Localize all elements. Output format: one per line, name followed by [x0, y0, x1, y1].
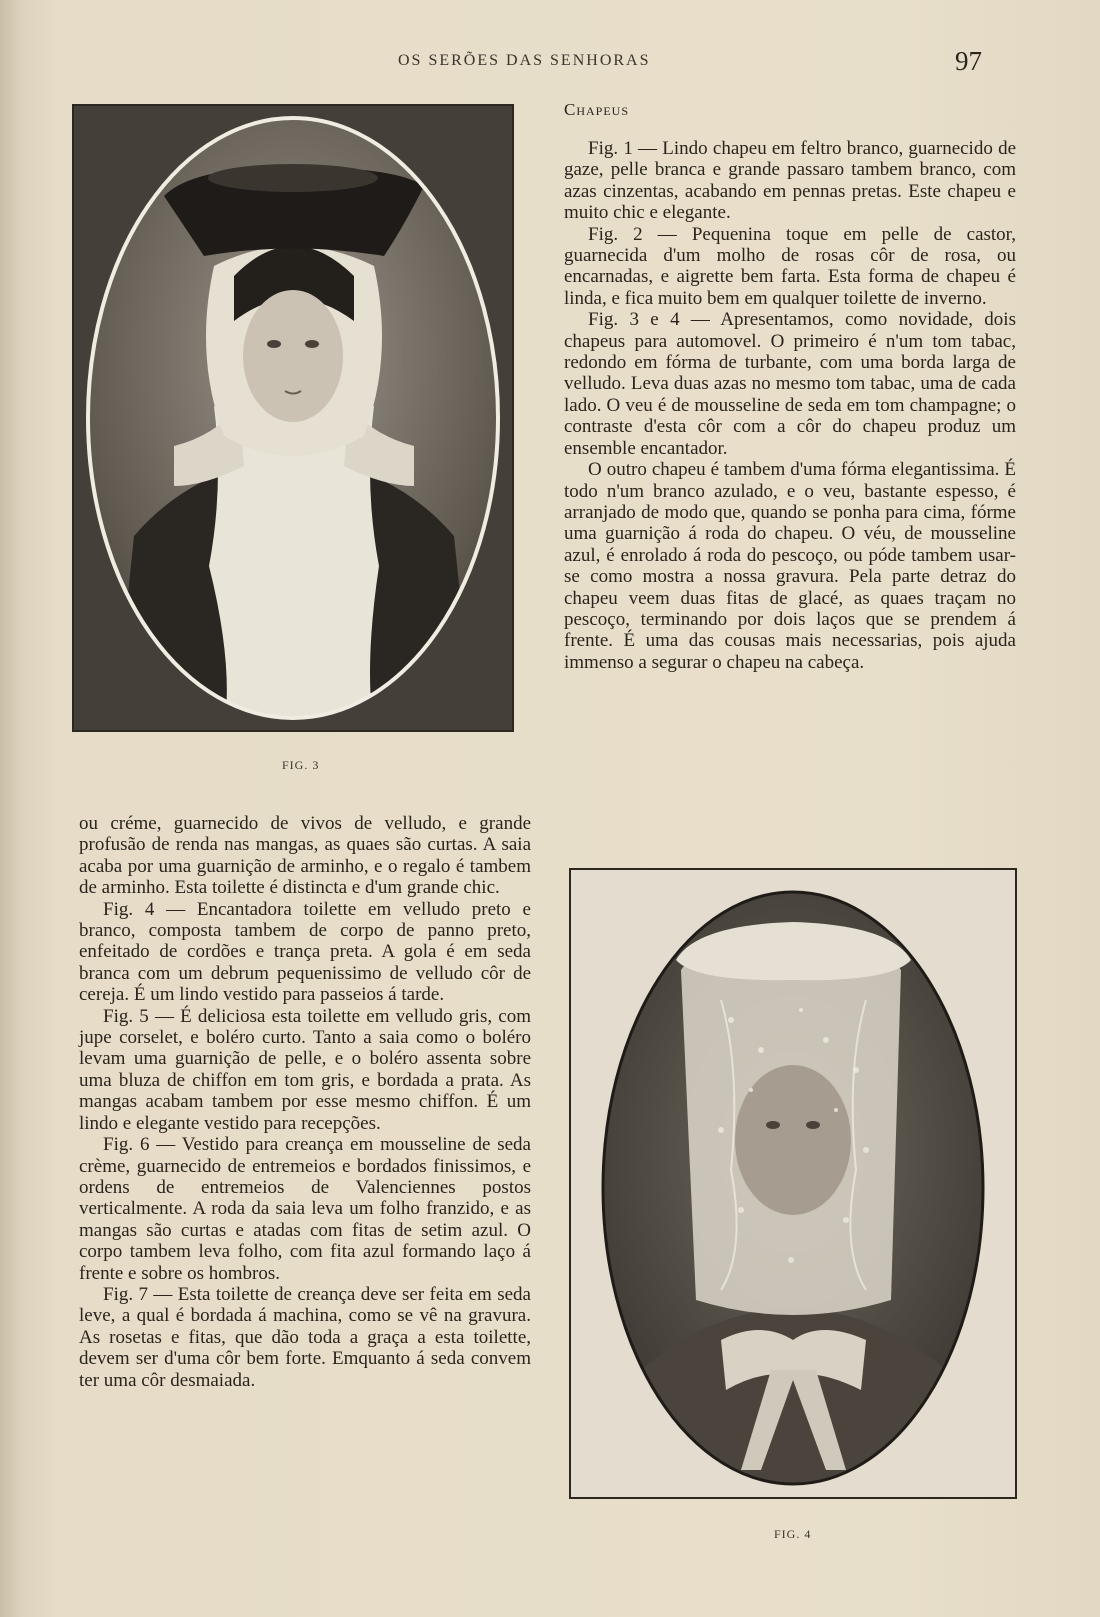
- paragraph: Fig. 1 — Lindo chapeu em feltro branco, guarnecido de gaze, pelle branca e grande passaro tambem branco, com azas cinzentas, acabando em pennas pretas. Este chapeu e muito chic e elegante.: [564, 138, 1016, 224]
- running-title: OS SERÕES DAS SENHORAS: [398, 52, 651, 69]
- paragraph: Fig. 5 — É deliciosa esta toilette em velludo gris, com jupe corselet, e boléro curto. Tanto a saia como o boléro levam uma guarnição de pelle, e o boléro assenta sobre uma bluza de chiffon em tom gris, e bordada a prata. As mangas acabam tambem por esse mesmo chiffon. É um lindo e elegante vestido para recepções.: [79, 1005, 531, 1134]
- right-column: [564, 138, 1016, 673]
- left-column: [79, 813, 531, 1391]
- paragraph: O outro chapeu é tambem d'uma fórma elegantissima. É todo n'um branco azulado, e o veu, bastante espesso, é arranjado de modo que, quando se ponha para cima, fórme uma guarnição á roda do chapeu. O véu, de mousseline azul, é enrolado á roda do pescoço, ou póde tambem usar-se como mostra a nossa gravura. Pela parte detraz do chapeu veem duas fitas de glacé, as quaes traçam no pescoço, terminando por dois laços que se prendem á frente. É uma das cousas mais necessarias, pois ajuda immenso a segurar o chapeu na cabeça.: [564, 459, 1016, 673]
- paragraph: Fig. 6 — Vestido para creança em mousseline de seda crème, guarnecido de entremeios e bordados finissimos, e ordens de entremeios de Valenciennes postos verticalmente. A roda da saia leva um folho franzido, e as mangas são curtas e atadas com fitas de setim azul. O corpo tambem leva folho, com fita azul formando laço á frente e sobre os hombros.: [79, 1134, 531, 1284]
- paragraph: Fig. 7 — Esta toilette de creança deve ser feita em seda leve, a qual é bordada á machina, como se vê na gravura. As rosetas e fitas, que dão toda a graça a esta toilette, devem ser d'uma côr bem forte. Emquanto á seda convem ter uma côr desmaiada.: [79, 1283, 531, 1391]
- paragraph: ou créme, guarnecido de vivos de velludo, e grande profusão de renda nas mangas, as quaes são curtas. A saia acaba por uma guarnição de arminho, e o regalo é tambem de arminho. Esta toilette é distincta e d'um grande chic.: [79, 813, 531, 899]
- paragraph: Fig. 4 — Encantadora toilette em velludo preto e branco, composta tambem de corpo de panno preto, enfeitado de cordões e trança preta. A gola é em seda branca com um debrum pequenissimo de velludo côr de cereja. É um lindo vestido para passeios á tarde.: [79, 898, 531, 1006]
- section-heading-chapeus: Chapeus: [564, 100, 630, 119]
- figure-3-caption: FIG. 3: [282, 758, 320, 772]
- paragraph: Fig. 2 — Pequenina toque em pelle de castor, guarnecida d'um molho de rosas côr de rosa, ou encarnadas, e aigrette bem farta. Esta forma de chapeu é linda, e fica muito bem em qualquer toilette de inverno.: [564, 223, 1016, 309]
- figure-4-illustration: [571, 870, 1015, 1497]
- paragraph: Fig. 3 e 4 — Apresentamos, como novidade, dois chapeus para automovel. O primeiro é n'um tom tabac, redondo em fórma de turbante, com uma borda larga de velludo. Leva duas azas no mesmo tom tabac, uma de cada lado. O veu é de mousseline de seda em tom champagne; o contraste d'esta côr com a côr do chapeu produz um ensemble encantador.: [564, 309, 1016, 459]
- page-header: [0, 48, 1100, 78]
- figure-3-photo: [72, 104, 514, 732]
- figure-4-photo: [569, 868, 1017, 1499]
- figure-4-caption: FIG. 4: [774, 1527, 812, 1541]
- figure-3-illustration: [74, 106, 512, 730]
- page-number: 97: [955, 46, 982, 76]
